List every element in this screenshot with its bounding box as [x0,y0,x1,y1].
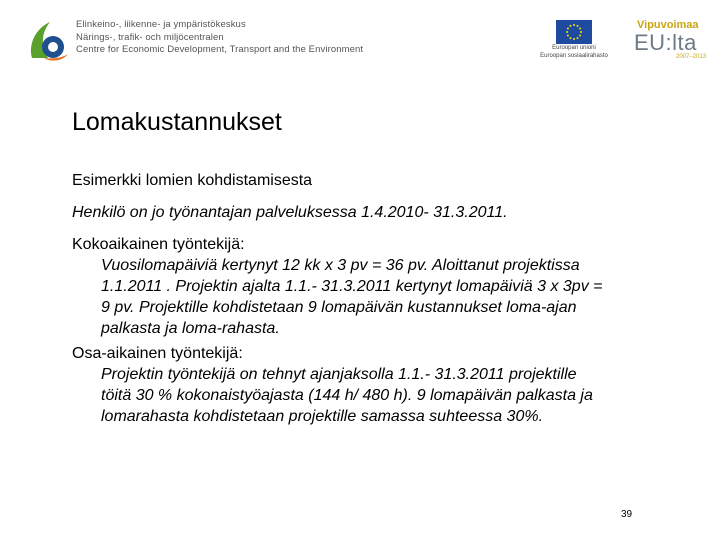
fulltime-line: 9 pv. Projektille kohdistetaan 9 lomapäivän kustannukset loma-ajan [101,299,577,316]
fulltime-line: Vuosilomapäiviä kertynyt 12 kk x 3 pv = 36 pv. Aloittanut projektissa [101,257,580,274]
eu-caption [520,44,628,60]
org-line-sv: Närings-, trafik- och miljöcentralen [76,31,224,43]
slide-title: Lomakustannukset [72,108,282,136]
ely-logo-icon [26,18,72,64]
eu-caption-line: Euroopan unioni [552,45,596,51]
fulltime-label: Kokoaikainen työntekijä: [72,236,245,253]
page-number: 39 [621,509,633,520]
parttime-line: Projektin työntekijä on tehnyt ajanjaksolla 1.1.- 31.3.2011 projektille [101,366,577,383]
vipuvoimaa-title: Vipuvoimaa [637,19,699,31]
fulltime-line: 1.1.2011 . Projektin ajalta 1.1.- 31.3.2011 kertynyt lomapäiviä 3 x 3pv = [101,278,603,295]
eu-flag-icon [556,20,592,44]
org-line-en: Centre for Economic Development, Transport and the Environment [76,44,364,55]
eu-caption-line: Euroopan sosiaalirahasto [540,53,608,59]
parttime-label: Osa-aikainen työntekijä: [72,345,243,362]
organization-name [76,19,363,57]
employment-period-text: Henkilö on jo työnantajan palveluksessa 1.4.2010- 31.3.2011. [72,204,508,221]
parttime-line: töitä 30 % kokonaistyöajasta (144 h/ 480 h). 9 lomapäivän palkasta ja [101,387,593,404]
fulltime-line: palkasta ja loma-rahasta. [101,320,280,337]
eu-lta-logo: EU:lta [634,30,697,55]
slide-header [0,0,720,80]
slide-body [72,170,672,427]
program-period: 2007–2013 [676,54,707,60]
intro-text: Esimerkki lomien kohdistamisesta [72,172,313,189]
parttime-example [72,364,672,427]
org-line-fi: Elinkeino-, liikenne- ja ympäristökeskus [76,19,246,30]
fulltime-example [72,255,672,339]
parttime-line: lomarahasta kohdistetaan projektille samassa suhteessa 30%. [101,408,544,425]
